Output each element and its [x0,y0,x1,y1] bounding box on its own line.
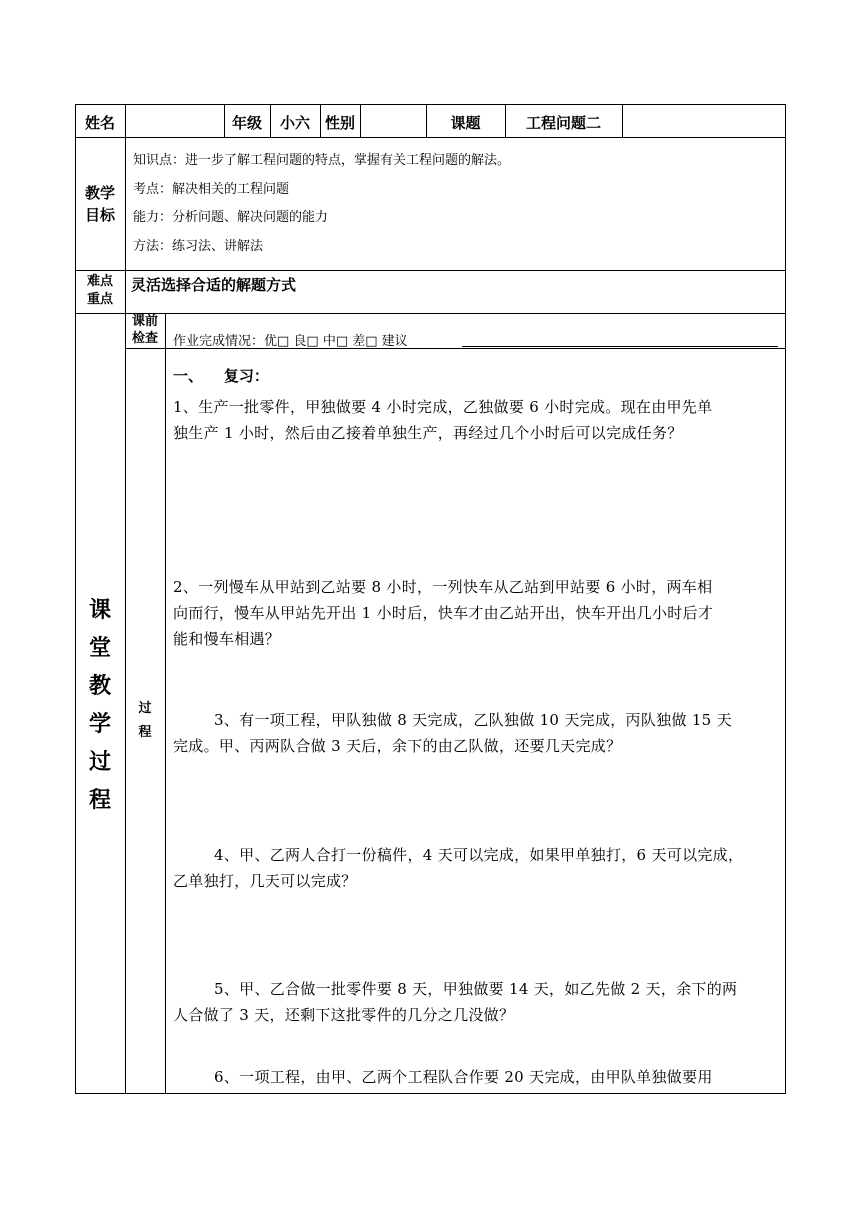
objectives-label [75,182,125,226]
problem-line: 5、甲、乙合做一批零件要 8 天，甲独做要 14 天，如乙先做 2 天，余下的两 [214,980,738,998]
problem-line: 乙单独打，几天可以完成？ [173,872,357,890]
problem-line: 1、生产一批零件，甲独做要 4 小时完成，乙独做要 6 小时完成。现在由甲先单 [173,398,713,416]
problem-line: 人合做了 3 天，还剩下这批零件的几分之几没做？ [173,1006,515,1024]
classroom-label-char: 程 [88,788,111,813]
name-label: 姓名 [84,114,115,132]
homework-status: 作业完成情况：优□ 良□ 中□ 差□ 建议 [173,334,408,349]
problem-1 [173,394,783,446]
classroom-label [82,592,118,820]
precheck-label-line1: 课前 [131,314,158,329]
problem-4 [173,842,783,894]
process-label [125,697,165,745]
gender-label: 性别 [324,114,355,132]
difficulty-label-line2: 重点 [86,292,113,307]
review-heading: 一、 复习： [173,367,269,385]
classroom-label-char: 课 [88,598,111,623]
classroom-label-char: 学 [88,712,111,737]
problem-line: 完成。甲、丙两队合做 3 天后，余下的由乙队做，还要几天完成？ [173,737,622,755]
problem-line: 向而行，慢车从甲站先开出 1 小时后，快车才由乙站开出，快车开出几小时后才 [173,604,714,622]
problem-line: 6、一项工程，由甲、乙两个工程队合作要 20 天完成，由甲队单独做要用 [214,1068,713,1086]
problem-2 [173,574,783,652]
problem-line: 3、有一项工程，甲队独做 8 天完成，乙队独做 10 天完成，丙队独做 15 天 [214,711,732,729]
objective-item: 知识点：进一步了解工程问题的特点，掌握有关工程问题的解法。 [133,153,511,168]
precheck-label-line2: 检查 [131,331,158,346]
topic-value: 工程问题二 [525,114,601,132]
classroom-label-char: 堂 [88,636,111,661]
precheck-label [125,313,165,347]
process-label-line1: 过 [138,701,152,716]
problem-line: 4、甲、乙两人合打一份稿件，4 天可以完成，如果甲单独打，6 天可以完成， [214,846,744,864]
problem-5 [173,976,783,1028]
grade-label: 年级 [231,114,262,132]
objective-item: 能力：分析问题、解决问题的能力 [133,210,329,225]
problem-line: 2、一列慢车从甲站到乙站要 8 小时，一列快车从乙站到甲站要 6 小时，两车相 [173,578,713,596]
problem-line: 能和慢车相遇？ [173,630,281,648]
process-label-line2: 程 [138,725,152,740]
grade-value: 小六 [279,114,310,132]
classroom-label-char: 过 [88,750,111,775]
difficulty-label [75,273,125,309]
suggestion-underline[interactable] [462,346,778,347]
difficulty-text: 灵活选择合适的解题方式 [131,276,297,294]
objective-item: 考点：解决相关的工程问题 [133,181,290,197]
problem-line: 独生产 1 小时，然后由乙接着单独生产，再经过几个小时后可以完成任务？ [173,424,683,442]
objectives-label-line2: 目标 [84,206,115,224]
objectives-label-line1: 教学 [84,184,115,202]
objectives-list [133,147,778,261]
difficulty-label-line1: 难点 [86,274,113,289]
problem-6 [173,1064,783,1090]
objective-item: 方法：练习法、讲解法 [133,238,264,254]
classroom-label-char: 教 [88,674,111,699]
problem-3 [173,707,783,759]
topic-label: 课题 [450,114,481,132]
